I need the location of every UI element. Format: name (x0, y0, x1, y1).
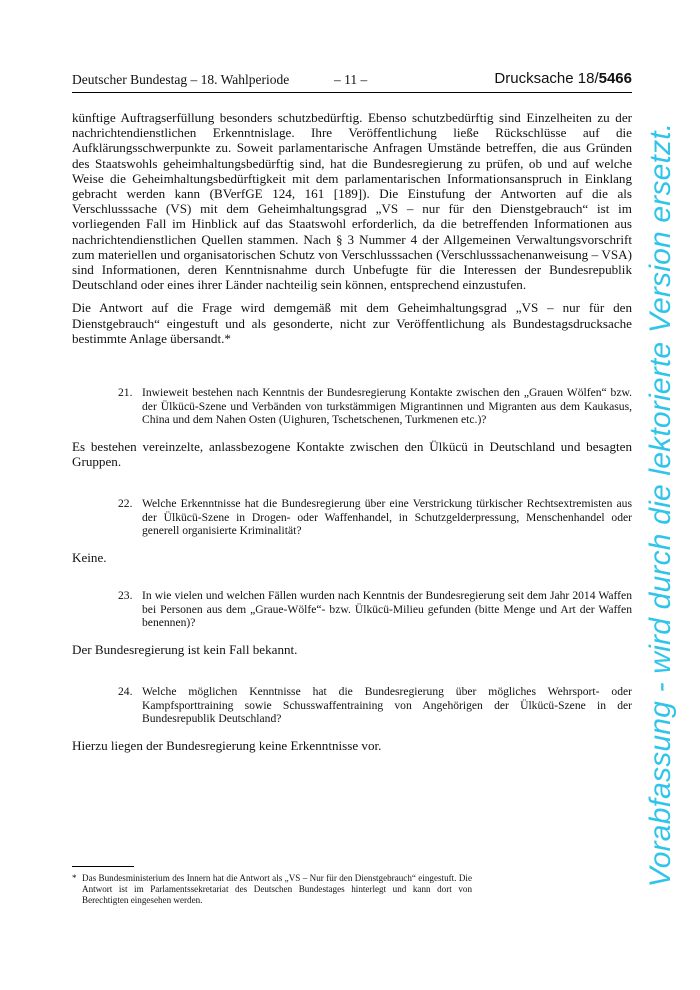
header-parliament: Deutscher Bundestag – 18. Wahlperiode (72, 72, 290, 87)
question-number: 21. (118, 386, 133, 400)
question-text: In wie vielen und welchen Fällen wurden nach Kenntnis der Bundesregierung seit dem Jahr 2014 Waffen bei Personen aus dem „Graue-Wölfe“- bzw. Ülkücü-Milieu gefunden (bitte Menge und Art der Waffen benennen)? (142, 589, 632, 630)
paragraph-answer-classification: Die Antwort auf die Frage wird demgemäß mit dem Geheimhaltungsgrad „VS – nur für den Dienstgebrauch“ eingestuft und als gesonderte, nicht zur Veröffentlichung als Bundestagsdrucksache bestimmte Anlage übersandt.* (72, 300, 632, 346)
answer-24: Hierzu liegen der Bundesregierung keine Erkenntnisse vor. (72, 737, 382, 753)
question-number: 23. (118, 589, 133, 603)
footnote-divider (72, 866, 134, 867)
question-21 (118, 386, 632, 427)
answer-22: Keine. (72, 550, 107, 566)
answer-21: Es bestehen vereinzelte, anlassbezogene Kontakte zwischen den Ülkücü in Deutschland und besagten Gruppen. (72, 438, 632, 470)
question-number: 22. (118, 497, 133, 511)
question-text: Welche Erkenntnisse hat die Bundesregierung über eine Verstrickung türkischer Rechtsextremisten aus der Ülkücü-Szene in Drogen- oder Waffenhandel, in Schutzgelderpressung, Menschenhandel oder generell organisierte Kriminalität? (142, 497, 632, 538)
question-22 (118, 497, 632, 538)
question-23 (118, 589, 632, 630)
document-body (72, 110, 632, 761)
question-24 (118, 685, 632, 726)
header-doc-number: 5466 (598, 70, 632, 87)
header-page-number: – 11 – (334, 72, 368, 87)
question-text: Inwieweit bestehen nach Kenntnis der Bundesregierung Kontakte zwischen den „Grauen Wölfen“ bzw. der Ülkücü-Szene und Verbänden von turkstämmigen Migrantinnen und Migranten aus dem Kaukasus, China und dem Nahen Osten (Uighuren, Tschetschenen, Turkmenen etc.)? (142, 386, 632, 427)
paragraph-classification: künftige Auftragserfüllung besonders schutzbedürftig. Ebenso schutzbedürftig sind Einzelheiten zu der nachrichtendienstlichen Erkenntnislage. Ihre Veröffentlichung ließe Rückschlüsse auf die Aufklärungsschwerpunkte zu. Soweit parlamentarische Anfragen Umstände betreffen, die aus Gründen des Staatswohls geheimhaltungsbedürftig sind, hat die Bundesregierung zu prüfen, ob und auf welche Weise die Geheimhaltungsbedürftigkeit mit dem parlamentarischen Informationsanspruch in Einklang gebracht werden kann (BVerfGE 124, 161 [189]). Die Einstufung der Antworten auf die als Verschlusssache (VS) mit dem Geheimhaltungsgrad „VS – nur für den Dienstgebrauch“ ist im vorliegenden Fall im Hinblick auf das Staatswohl erforderlich, da die betreffenden Informationen aus nachrichtendienstlichen Quellen stammen. Nach § 3 Nummer 4 der Allgemeinen Verwaltungsvorschrift zum materiellen und organisatorischen Schutz von Verschlusssachen (Verschlusssachenanweisung – VSA) sind Informationen, deren Kenntnisnahme durch Unbefugte für die Interessen der Bundesrepublik Deutschland oder eines ihrer Länder nachteilig sein können, entsprechend einzustufen. (72, 110, 632, 293)
header-doc-prefix: Drucksache 18/ (494, 70, 599, 87)
footnote-mark: * (72, 873, 77, 883)
question-number: 24. (118, 685, 133, 699)
preliminary-version-watermark: Vorabfassung - wird durch die lektorierte Version ersetzt. (644, 122, 677, 888)
footnote (72, 873, 472, 906)
question-text: Welche möglichen Kenntnisse hat die Bundesregierung über mögliches Wehrsport- oder Kampfsporttraining sowie Schusswaffentraining von Angehörigen der Ülkücü-Szene in der Bundesrepublik Deutschland? (142, 685, 632, 726)
header-document-number (494, 70, 632, 87)
page-header (72, 70, 632, 93)
footnote-text: Das Bundesministerium des Innern hat die Antwort als „VS – Nur für den Dienstgebrauch“ eingestuft. Die Antwort ist im Parlamentssekretariat des Deutschen Bundestages hinterlegt und kann dort von Berechtigten eingesehen werden. (82, 873, 472, 905)
answer-23: Der Bundesregierung ist kein Fall bekannt. (72, 642, 298, 657)
